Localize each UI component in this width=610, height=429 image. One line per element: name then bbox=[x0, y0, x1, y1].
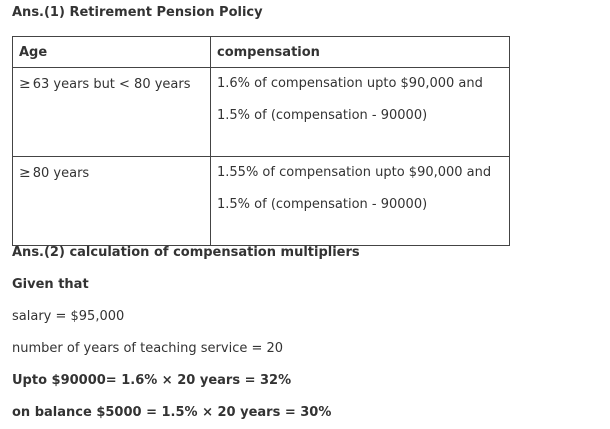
table-row bbox=[13, 157, 510, 246]
multipliers-heading: Ans.(2) calculation of compensation multipliers bbox=[12, 245, 360, 260]
given-label: Given that bbox=[12, 277, 89, 292]
header-age: Age bbox=[13, 37, 211, 68]
age-cell: ≥ 80 years bbox=[13, 157, 211, 246]
balance-calculation: on balance $5000 = 1.5% × 20 years = 30% bbox=[12, 405, 332, 420]
greater-equal-symbol: ≥ bbox=[19, 165, 31, 181]
compensation-cell: 1.55% of compensation upto $90,000 and 1.5% of (compensation - 90000) bbox=[211, 157, 510, 246]
header-compensation: compensation bbox=[211, 37, 510, 68]
upto-calculation: Upto $90000= 1.6% × 20 years = 32% bbox=[12, 373, 292, 388]
age-cell: ≥ 63 years but < 80 years bbox=[13, 68, 211, 157]
salary-text: salary = $95,000 bbox=[12, 309, 125, 324]
table-row bbox=[13, 68, 510, 157]
policy-heading: Ans.(1) Retirement Pension Policy bbox=[12, 5, 263, 20]
pension-policy-table bbox=[12, 36, 510, 246]
service-years-text: number of years of teaching service = 20 bbox=[12, 341, 284, 356]
table-header-row bbox=[13, 37, 510, 68]
greater-equal-symbol: ≥ bbox=[19, 76, 31, 92]
compensation-cell: 1.6% of compensation upto $90,000 and 1.5% of (compensation - 90000) bbox=[211, 68, 510, 157]
